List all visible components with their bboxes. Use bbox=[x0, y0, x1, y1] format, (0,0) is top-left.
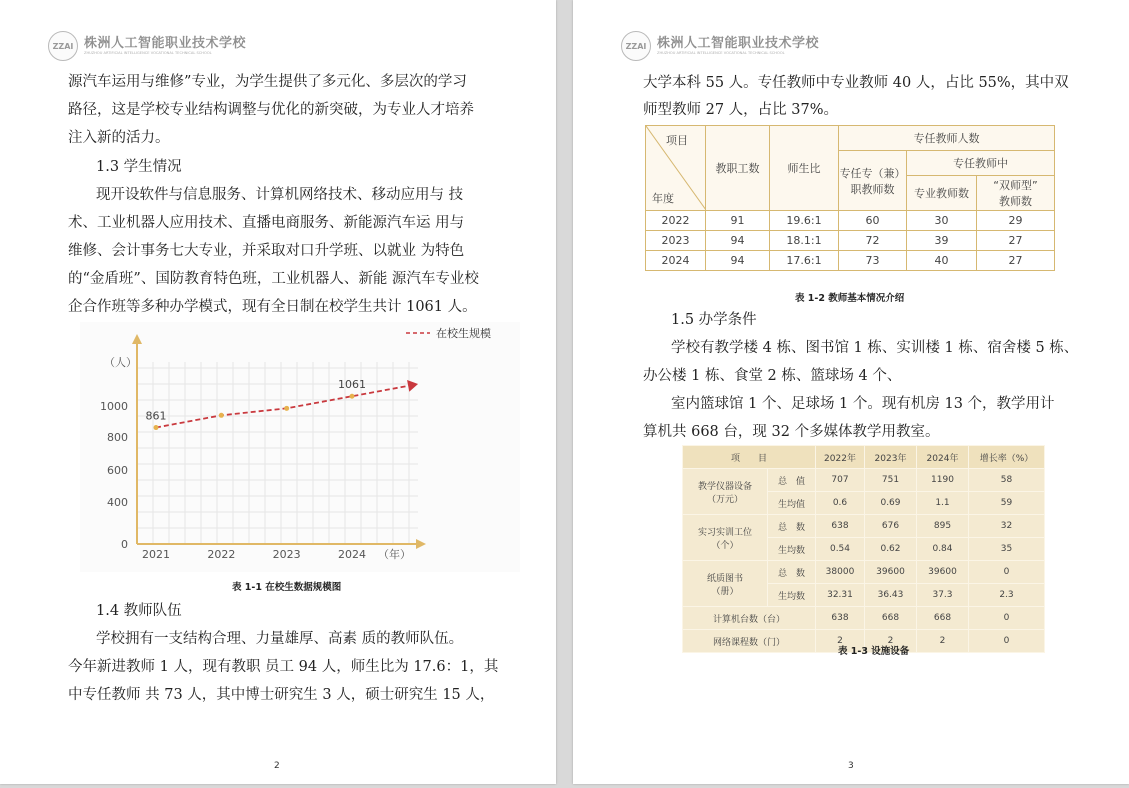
table-row: 教学仪器设备 （万元） 总 值 707 751 1190 58 bbox=[683, 469, 1045, 492]
y-tick-label: 600 bbox=[107, 464, 128, 477]
y-tick-label: 800 bbox=[107, 431, 128, 444]
paragraph-line: 学校有教学楼 4 栋、图书馆 1 栋、实训楼 1 栋、宿舍楼 5 栋、 bbox=[671, 340, 1079, 356]
data-label: 1061 bbox=[338, 378, 366, 392]
table-row: 生均数 0.54 0.62 0.84 35 bbox=[683, 538, 1045, 561]
school-name-english: ZHUZHOU ARTIFICIAL INTELLIGENCE VOCATIONAL TECHNICAL SCHOOL bbox=[657, 51, 785, 55]
y-tick-label: 1000 bbox=[100, 400, 128, 413]
chart-caption: 表 1-1 在校生数据规模图 bbox=[232, 582, 342, 593]
col-double-qualified: “双师型” 教师数 bbox=[977, 176, 1055, 211]
facilities-table bbox=[682, 445, 1045, 653]
group-among: 专任教师中 bbox=[907, 151, 1055, 176]
table-row: 计算机台数（台） 638 668 668 0 bbox=[683, 607, 1045, 630]
paragraph-line: 现开设软件与信息服务、计算机网络技术、移动应用与 技 bbox=[96, 187, 464, 203]
table-row: 生均值 0.6 0.69 1.1 59 bbox=[683, 492, 1045, 515]
section-heading-1-5: 1.5 办学条件 bbox=[671, 312, 757, 328]
page-2 bbox=[0, 0, 556, 784]
col-full-time: 专任专（兼） 职教师数 bbox=[839, 151, 907, 211]
teacher-info-table bbox=[645, 125, 1055, 271]
paragraph-line: 术、工业机器人应用技术、直播电商服务、新能源汽车运 用与 bbox=[68, 215, 465, 231]
col-ratio: 师生比 bbox=[770, 126, 839, 211]
x-tick-label: 2021 bbox=[142, 548, 170, 561]
school-logo: ZZAI bbox=[48, 31, 78, 61]
table-row: 网络课程数（门） 2 2 2 0 bbox=[683, 630, 1045, 653]
paragraph-line: 师型教师 27 人，占比 37%。 bbox=[643, 102, 839, 118]
paragraph-line: 办公楼 1 栋、食堂 2 栋、篮球场 4 个、 bbox=[643, 368, 902, 384]
table-row: 2022 91 19.6:1 60 30 29 bbox=[646, 211, 1055, 231]
paragraph-line: 维修、会计事务七大专业，并采取对口升学班、以就业 为特色 bbox=[68, 243, 465, 259]
y-tick-label: 400 bbox=[107, 496, 128, 509]
school-logo: ZZAI bbox=[621, 31, 651, 61]
x-tick-label: 2024 bbox=[338, 548, 366, 561]
data-point bbox=[219, 413, 224, 418]
paragraph-line: 的“金盾班”、国防教育特色班，工业机器人、新能 源汽车专业校 bbox=[68, 271, 479, 287]
data-point bbox=[350, 394, 355, 399]
table-header-row: 项 目 2022年 2023年 2024年 增长率（%） bbox=[683, 446, 1045, 469]
table-1-2-caption: 表 1-2 教师基本情况介绍 bbox=[795, 293, 905, 304]
x-tick-label: 2023 bbox=[272, 548, 301, 561]
x-axis-label: （年） bbox=[378, 548, 411, 561]
table-row: 生均数 32.31 36.43 37.3 2.3 bbox=[683, 584, 1045, 607]
table-corner-cell: 项目 年度 bbox=[646, 126, 706, 211]
page-header bbox=[48, 30, 246, 62]
paragraph-line: 学校拥有一支结构合理、力量雄厚、高素 质的教师队伍。 bbox=[96, 631, 464, 647]
page-number: 3 bbox=[848, 761, 854, 771]
col-major-teachers: 专业教师数 bbox=[907, 176, 977, 211]
section-heading-1-4: 1.4 教师队伍 bbox=[96, 603, 182, 619]
paragraph-line: 大学本科 55 人。专任教师中专业教师 40 人，占比 55%，其中双 bbox=[643, 75, 1069, 91]
school-name-english: ZHUZHOU ARTIFICIAL INTELLIGENCE VOCATIONAL TECHNICAL SCHOOL bbox=[84, 51, 212, 55]
paragraph-line: 路径，这是学校专业结构调整与优化的新突破，为专业人才培养 bbox=[68, 102, 474, 118]
x-tick-label: 2022 bbox=[207, 548, 236, 561]
data-label: 861 bbox=[145, 409, 167, 423]
col-staff: 教职工数 bbox=[706, 126, 770, 211]
y-tick-label: 0 bbox=[121, 538, 128, 551]
group-full-time-teachers: 专任教师人数 bbox=[839, 126, 1055, 151]
paragraph-line: 室内篮球馆 1 个、足球场 1 个。现有机房 13 个，教学用计 bbox=[671, 396, 1055, 412]
paragraph-line: 中专任教师 共 73 人，其中博士研究生 3 人，硕士研究生 15 人， bbox=[68, 687, 495, 703]
paragraph-line: 源汽车运用与维修”专业，为学生提供了多元化、多层次的学习 bbox=[68, 74, 467, 90]
page-3 bbox=[573, 0, 1129, 784]
enrollment-chart bbox=[80, 322, 520, 572]
page-header bbox=[621, 30, 819, 62]
legend-label: 在校生规模 bbox=[436, 327, 491, 340]
data-point bbox=[284, 406, 289, 411]
table-1-3-caption: 表 1-3 设施设备 bbox=[838, 646, 910, 657]
section-heading-1-3: 1.3 学生情况 bbox=[96, 159, 182, 175]
school-name: 株洲人工智能职业技术学校 bbox=[84, 36, 247, 51]
paragraph-line: 企合作班等多种办学模式，现有全日制在校学生共计 1061 人。 bbox=[68, 299, 477, 315]
table-row: 2023 94 18.1:1 72 39 27 bbox=[646, 231, 1055, 251]
school-name: 株洲人工智能职业技术学校 bbox=[657, 36, 820, 51]
paragraph-line: 注入新的活力。 bbox=[68, 130, 170, 146]
table-row: 2024 94 17.6:1 73 40 27 bbox=[646, 251, 1055, 271]
y-axis-label: （人） bbox=[104, 356, 137, 369]
table-row: 实习实训工位 （个） 总 数 638 676 895 32 bbox=[683, 515, 1045, 538]
table-row: 纸质图书 （册） 总 数 38000 39600 39600 0 bbox=[683, 561, 1045, 584]
paragraph-line: 算机共 668 台，现 32 个多媒体教学用教室。 bbox=[643, 424, 940, 440]
data-point bbox=[154, 425, 159, 430]
page-number: 2 bbox=[274, 761, 280, 771]
paragraph-line: 今年新进教师 1 人，现有教职 员工 94 人，师生比为 17.6：1，其 bbox=[68, 659, 499, 675]
